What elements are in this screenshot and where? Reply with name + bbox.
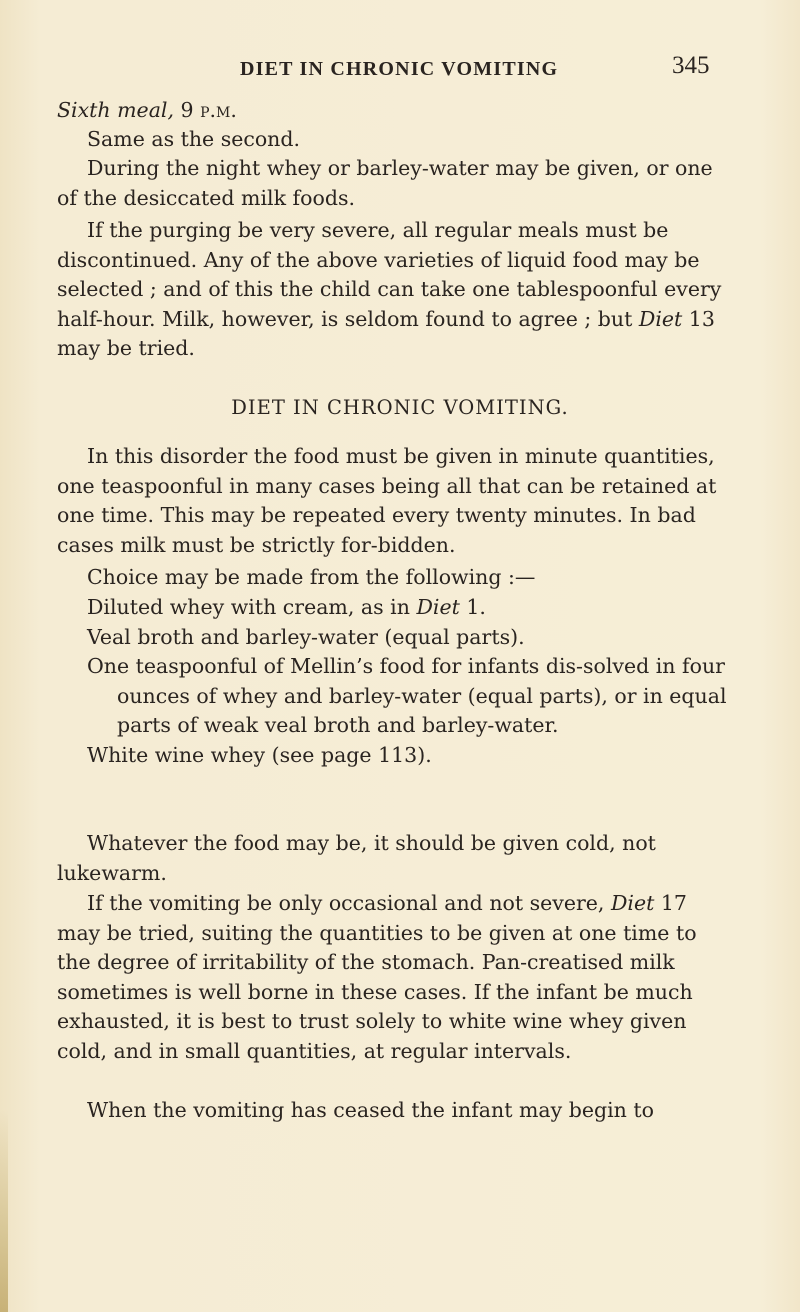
choice-paragraph: Choice may be made from the following :— bbox=[87, 565, 536, 589]
sixth-meal-label: Sixth meal, bbox=[57, 98, 174, 122]
purging-text-b: 13 may be tried. bbox=[57, 306, 715, 360]
purging-diet-ref: Diet bbox=[638, 306, 683, 331]
section-heading: DIET IN CHRONIC VOMITING. bbox=[231, 396, 569, 419]
sixth-meal-time-unit: p.m. bbox=[200, 98, 237, 122]
whatever-paragraph: Whatever the food may be, it should be given cold, not lukewarm. bbox=[57, 831, 656, 885]
running-title: DIET IN CHRONIC VOMITING bbox=[240, 58, 559, 80]
vomiting-text-a: If the vomiting be only occasional and not severe, bbox=[87, 891, 611, 915]
sixth-meal-time: 9 bbox=[180, 98, 194, 122]
list-item: White wine whey (see page 113). bbox=[87, 742, 432, 767]
list-item: Veal broth and barley-water (equal parts). bbox=[87, 624, 525, 649]
food-choice-list bbox=[87, 593, 727, 770]
ceased-paragraph: When the vomiting has ceased the infant may begin to bbox=[87, 1098, 654, 1122]
list-item: One teaspoonful of Mellin’s food for infants dis-solved in four ounces of whey and barley-water (equal parts), or in equal parts of weak veal broth and barley-water. bbox=[87, 654, 727, 737]
vomiting-text-b: 17 may be tried, suiting the quantities to be given at one time to the degree of irritability of the stomach. Pan-creatised milk sometimes is well borne in these cases. If the infant be much exhausted, it is best to trust solely to white wine whey given cold, and in small quantities, at regular intervals. bbox=[57, 891, 697, 1063]
page-edge-stain bbox=[0, 1110, 8, 1312]
sixth-meal-line bbox=[57, 96, 727, 126]
vomiting-paragraph bbox=[57, 889, 727, 1066]
same-as-second: Same as the second. bbox=[87, 127, 301, 151]
page-number: 345 bbox=[672, 52, 710, 79]
list-item: Diluted whey with cream, as in Diet 1. bbox=[87, 595, 486, 619]
night-paragraph: During the night whey or barley-water may be given, or one of the desiccated milk foods. bbox=[57, 156, 713, 210]
purging-text-a: If the purging be very severe, all regular meals must be discontinued. Any of the above varieties of liquid food may be selected ; and of this the child can take one tablespoonful every half-hour. Milk, however, is seldom found to agree ; but bbox=[57, 218, 722, 331]
disorder-paragraph: In this disorder the food must be given in minute quantities, one teaspoonful in many cases being all that can be retained at one time. This may be repeated every twenty minutes. In bad cases milk must be strictly for-bidden. bbox=[57, 444, 717, 557]
vomiting-diet-ref: Diet bbox=[610, 891, 655, 915]
purging-paragraph bbox=[57, 216, 727, 364]
